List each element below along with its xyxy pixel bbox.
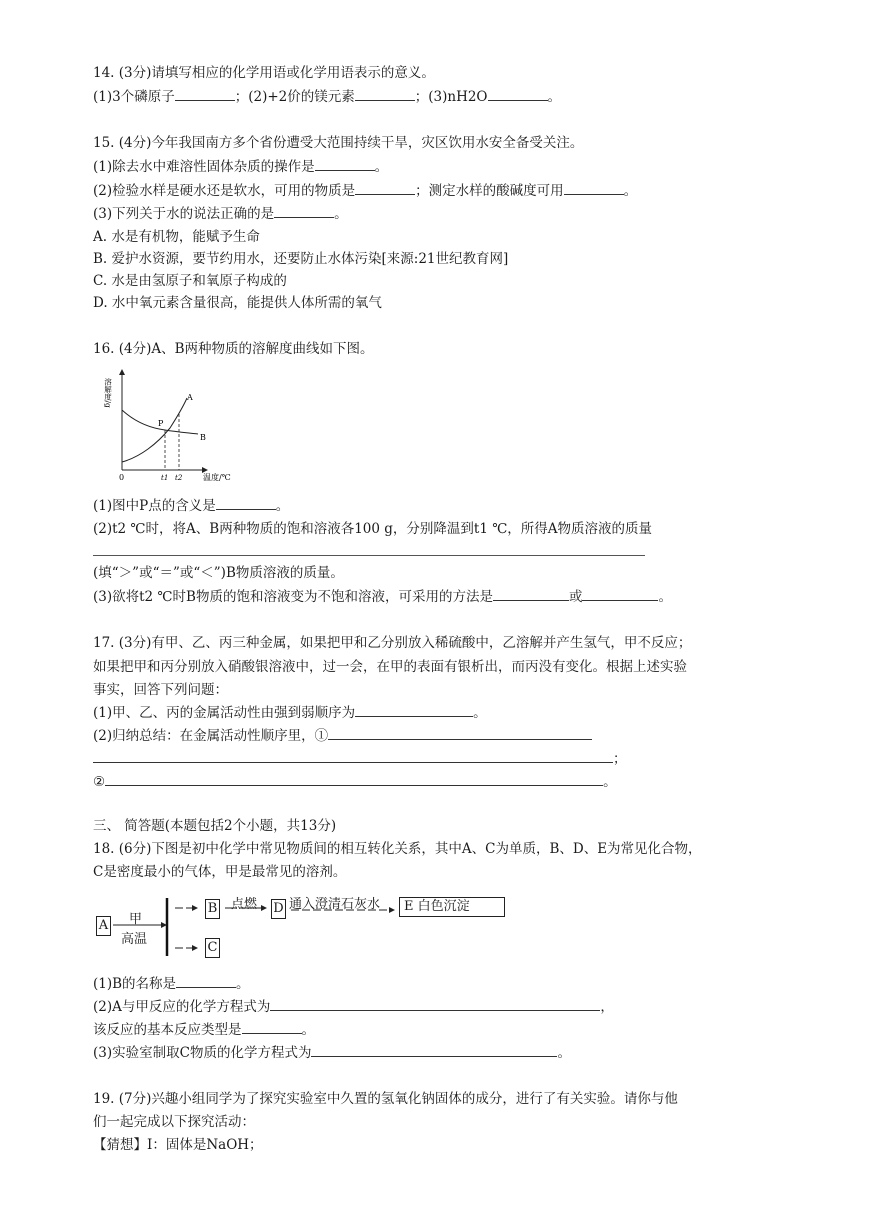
q14-title: 14. (3分)请填写相应的化学用语或化学用语表示的意义。: [93, 65, 435, 81]
q15-l2b: ；测定水样的酸碱度可用: [415, 183, 564, 199]
q15-option-c: C. 水是由氢原子和氧原子构成的: [93, 273, 287, 289]
q18-answer-1: [93, 975, 250, 993]
q17-blank-4[interactable]: [105, 773, 603, 786]
q15-option-b: B. 爱护水资源，要节约用水，还要防止水体污染[来源:21世纪教育网]: [93, 251, 509, 267]
q16-l1: (1)图中P点的含义是: [93, 498, 216, 514]
q19-line-2: 们一起完成以下探究活动：: [93, 1114, 255, 1130]
q18-a3-end: 。: [301, 1022, 315, 1038]
q17-l7: ②: [93, 774, 106, 790]
q16-l3: (3)欲将t2 ℃时B物质的饱和溶液变为不饱和溶液，可采用的方法是: [93, 589, 493, 605]
q17-l7-end: 。: [603, 774, 617, 790]
series-a-line: [122, 398, 187, 462]
q16-answer-rule[interactable]: [93, 555, 645, 556]
q14-end: 。: [547, 89, 561, 105]
x-tick-t2: t2: [175, 474, 183, 482]
x-tick-t1: t1: [161, 474, 169, 482]
q15-l3: (3)下列关于水的说法正确的是: [93, 206, 275, 222]
q16-blank-1[interactable]: [216, 497, 276, 510]
arrow-to-e: [289, 906, 399, 914]
q14-blank-1[interactable]: [175, 88, 235, 101]
q16-l3-or: 或: [568, 589, 583, 605]
q14-part3: ；(3)nH2O: [414, 89, 488, 105]
node-d: D: [271, 899, 286, 919]
q15-option-a: A. 水是有机物，能赋予生命: [93, 229, 260, 245]
q18-answer-4: [93, 1044, 571, 1062]
q18-a2: (2)A与甲反应的化学方程式为: [93, 999, 271, 1015]
label-jia: 甲: [129, 912, 143, 927]
series-b-label: B: [200, 433, 206, 442]
q17-line-4: [93, 704, 487, 722]
q15-l1: (1)除去水中难溶性固体杂质的操作是: [93, 159, 315, 175]
q18-blank-4[interactable]: [311, 1044, 557, 1057]
q15-option-d: D. 水中氧元素含量很高，能提供人体所需的氧气: [93, 295, 382, 311]
q16-line-1: [93, 497, 289, 515]
series-a-label: A: [187, 393, 193, 402]
q17-blank-2[interactable]: [328, 727, 592, 740]
q17-line-6: [93, 750, 627, 768]
q14-part1: (1)3个磷原子: [93, 89, 175, 105]
section-3-title: 三、 简答题(本题包括2个小题，共13分): [93, 818, 337, 834]
q15-blank-1[interactable]: [315, 158, 375, 171]
q19-line-1: 19. (7分)兴趣小组同学为了探究实验室中久置的氢氧化钠固体的成分，进行了有关实验。请你与他: [93, 1091, 678, 1107]
q16-blank-3a[interactable]: [493, 588, 569, 601]
q18-answer-2: [93, 998, 614, 1016]
q17-l6-end: ；: [613, 751, 627, 767]
q18-answer-3: [93, 1021, 315, 1039]
solubility-chart: [95, 362, 255, 487]
label-tongru: 通入澄清石灰水: [289, 897, 381, 912]
q17-line-1: 17. (3分)有甲、乙、丙三种金属，如果把甲和乙分别放入稀硫酸中，乙溶解并产生氢气，甲不反应；: [93, 635, 692, 651]
q17-line-3: 事实，回答下列问题：: [93, 682, 228, 698]
q18-a1-end: 。: [236, 976, 250, 992]
q15-line-2: [93, 182, 637, 200]
q18-blank-2[interactable]: [270, 998, 600, 1011]
q18-flow-diagram: [93, 890, 513, 966]
q18-a2-end: ，: [600, 999, 614, 1015]
q18-a4-end: 。: [557, 1045, 571, 1061]
q15-l2a: (2)检验水样是硬水还是软水，可用的物质是: [93, 183, 356, 199]
q15-l3-end: 。: [334, 206, 348, 222]
origin-label: 0: [119, 473, 125, 482]
node-e: E 白色沉淀: [399, 897, 505, 917]
q15-blank-4[interactable]: [274, 205, 334, 218]
q15-blank-2[interactable]: [355, 182, 415, 195]
q16-blank-3b[interactable]: [582, 588, 658, 601]
arrow-to-b: [173, 904, 201, 912]
q16-title: 16. (4分)A、B两种物质的溶解度曲线如下图。: [93, 341, 374, 357]
point-p-label: P: [158, 419, 164, 428]
q16-l1-end: 。: [275, 498, 290, 514]
q16-l3-end: 。: [658, 589, 672, 605]
q18-a1: (1)B的名称是: [93, 976, 177, 992]
q18-blank-1[interactable]: [176, 975, 236, 988]
q18-line-1: 18. (6分)下图是初中化学中常见物质间的相互转化关系，其中A、C为单质，B、D、E为常见化合物，: [93, 841, 702, 857]
label-dianran: 点燃: [231, 897, 258, 912]
q15-l1-end: 。: [374, 159, 389, 175]
q17-l5: (2)归纳总结：在金属活动性顺序里，①: [93, 728, 329, 744]
node-c: C: [205, 938, 220, 958]
q16-line-3: [93, 588, 672, 606]
q17-l4: (1)甲、乙、丙的金属活动性由强到弱顺序为: [93, 705, 356, 721]
arrow-to-c: [173, 944, 201, 952]
q17-blank-3[interactable]: [93, 750, 613, 763]
q17-line-2: 如果把甲和丙分别放入硝酸银溶液中，过一会，在甲的表面有银析出，而丙没有变化。根据上述实验: [93, 659, 687, 675]
node-b: B: [205, 899, 220, 919]
branch-bar: [163, 896, 171, 958]
q17-line-7: [93, 773, 617, 791]
q14-blank-3[interactable]: [488, 88, 548, 101]
q18-blank-3[interactable]: [242, 1021, 302, 1034]
q15-l2-end: 。: [623, 183, 638, 199]
q16-line-2: (2)t2 ℃时，将A、B两种物质的饱和溶液各100 g，分别降温到t1 ℃，所得A物质溶液的质量: [93, 521, 653, 537]
q14-blank-2[interactable]: [355, 88, 415, 101]
x-axis-label: 温度/℃: [203, 473, 231, 482]
q19-line-3: 【猜想】Ⅰ：固体是NaOH；: [93, 1137, 263, 1153]
node-a: A: [96, 916, 111, 936]
q17-l4-end: 。: [473, 705, 487, 721]
q15-line-1: [93, 158, 388, 176]
label-gaowen: 高温: [121, 932, 148, 947]
q16-line-2b: (填“＞”或“＝”或“＜”)B物质溶液的质量。: [93, 565, 344, 581]
q17-line-5: [93, 727, 592, 745]
y-axis-label: 溶解度/g: [103, 378, 113, 408]
q14-part2: ；(2)+2价的镁元素: [234, 89, 355, 105]
q18-a3: 该反应的基本反应类型是: [93, 1022, 242, 1038]
q17-blank-1[interactable]: [355, 704, 473, 717]
q18-line-2: C是密度最小的气体，甲是最常见的溶剂。: [93, 864, 347, 880]
q15-title: 15. (4分)今年我国南方多个省份遭受大范围持续干旱，灾区饮用水安全备受关注。: [93, 135, 584, 151]
q15-line-3: [93, 205, 348, 223]
arrow-to-d: [223, 904, 271, 912]
q14-line: [93, 88, 561, 106]
q18-a4: (3)实验室制取C物质的化学方程式为: [93, 1045, 312, 1061]
q15-blank-3[interactable]: [564, 182, 624, 195]
